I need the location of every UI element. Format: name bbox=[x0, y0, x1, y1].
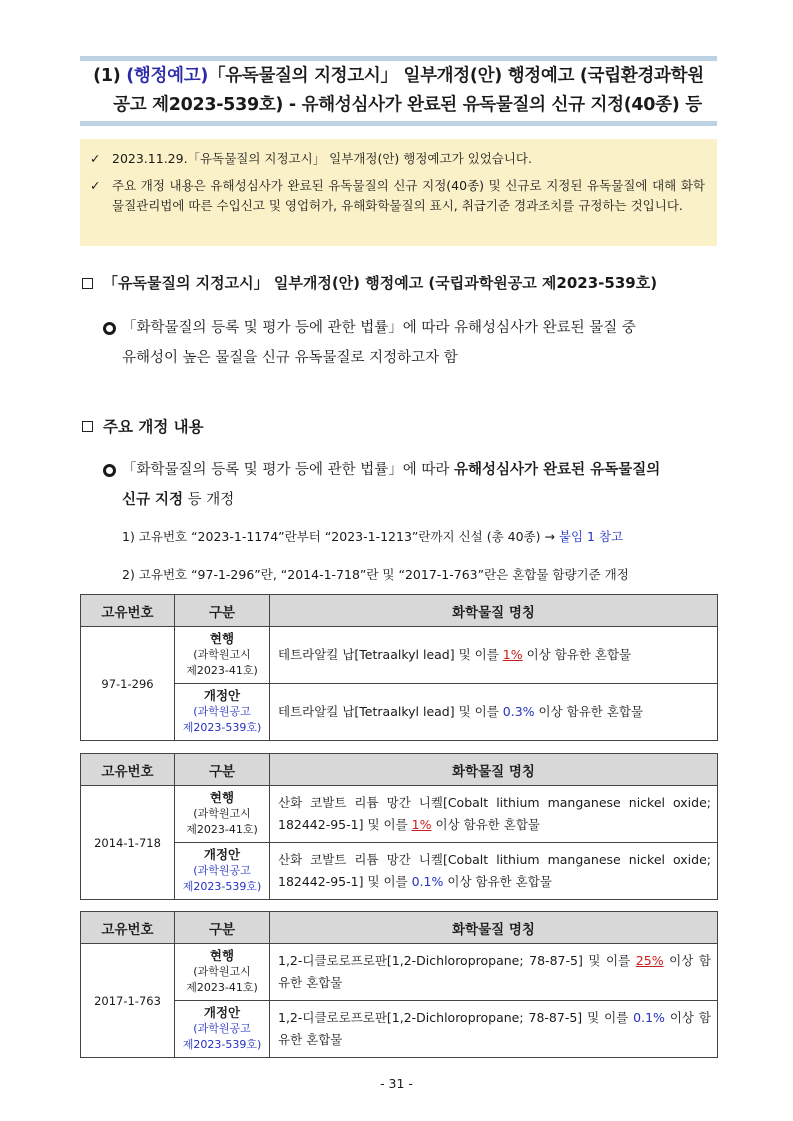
check-icon: ✓ bbox=[90, 178, 101, 193]
table-row bbox=[81, 684, 718, 741]
table-row bbox=[81, 843, 718, 900]
chemical-name-current: 1,2-디클로로프로판[1,2-Dichloropropane; 78-87-5] 및 이를 25% 이상 함유한 혼합물 bbox=[270, 944, 718, 1001]
header-kind: 구분 bbox=[175, 912, 270, 944]
comparison-table bbox=[80, 594, 718, 741]
chemical-name-revised: 산화 코발트 리튬 망간 니켈[Cobalt lithium manganese nickel oxide; 182442-95-1] 및 이를 0.1% 이상 함유한 혼합물 bbox=[270, 843, 718, 900]
square-bullet-icon bbox=[82, 421, 93, 432]
table-row bbox=[81, 627, 718, 684]
square-bullet-icon bbox=[82, 278, 93, 289]
kind-current: 현행 (과학원고시 제2023-41호) bbox=[175, 944, 270, 1001]
header-kind: 구분 bbox=[175, 754, 270, 786]
title-top-rule bbox=[80, 56, 717, 61]
title-number: (1) bbox=[93, 66, 121, 86]
header-name: 화학물질 명칭 bbox=[270, 595, 718, 627]
table-row bbox=[81, 1001, 718, 1058]
comparison-table bbox=[80, 911, 718, 1058]
summary-box bbox=[80, 139, 717, 246]
header-id: 고유번호 bbox=[81, 595, 175, 627]
table-header-row bbox=[81, 912, 718, 944]
revision-item-1: 1) 고유번호 “2023-1-1174”란부터 “2023-1-1213”란까지 신설 (총 40종) → 붙임 1 참고 bbox=[122, 529, 624, 544]
page-title bbox=[80, 62, 717, 120]
chemical-id: 2014-1-718 bbox=[81, 786, 175, 900]
attachment-reference: 붙임 1 참고 bbox=[558, 529, 624, 544]
section2-paragraph: 「화학물질의 등록 및 평가 등에 관한 법률」에 따라 유해성심사가 완료된 유독물질의 신규 지정 등 개정 bbox=[122, 462, 661, 508]
header-name: 화학물질 명칭 bbox=[270, 754, 718, 786]
section2-heading: 주요 개정 내용 bbox=[103, 418, 204, 436]
chemical-name-current: 산화 코발트 리튬 망간 니켈[Cobalt lithium manganese nickel oxide; 182442-95-1] 및 이를 1% 이상 함유한 혼합물 bbox=[270, 786, 718, 843]
kind-current: 현행 (과학원고시 제2023-41호) bbox=[175, 627, 270, 684]
chemical-name-current: 테트라알킬 납[Tetraalkyl lead] 및 이를 1% 이상 함유한 혼합물 bbox=[270, 627, 718, 684]
chemical-id: 2017-1-763 bbox=[81, 944, 175, 1058]
revision-item-2: 2) 고유번호 “97-1-296”란, “2014-1-718”란 및 “2017-1-763”란은 혼합물 함량기준 개정 bbox=[122, 567, 629, 582]
kind-current: 현행 (과학원고시 제2023-41호) bbox=[175, 786, 270, 843]
title-accent: (행정예고) bbox=[126, 66, 209, 86]
title-line-1 bbox=[80, 62, 717, 91]
summary-item: ✓ 주요 개정 내용은 유해성심사가 완료된 유독물질의 신규 지정(40종) 및 신규로 지정된 유독물질에 대해 화학물질관리법에 따른 수입신고 및 영업허가, 유해화학물질의 표시, 취급기준 경과조치를 규정하는 것입니다. bbox=[90, 178, 705, 213]
chemical-name-revised: 테트라알킬 납[Tetraalkyl lead] 및 이를 0.3% 이상 함유한 혼합물 bbox=[270, 684, 718, 741]
title-bottom-rule bbox=[80, 121, 717, 126]
table-header-row bbox=[81, 595, 718, 627]
comparison-table bbox=[80, 753, 718, 900]
header-kind: 구분 bbox=[175, 595, 270, 627]
kind-revised: 개정안 (과학원공고 제2023-539호) bbox=[175, 1001, 270, 1058]
table-header-row bbox=[81, 754, 718, 786]
circle-bullet-icon bbox=[103, 322, 116, 335]
header-id: 고유번호 bbox=[81, 754, 175, 786]
circle-bullet-icon bbox=[103, 464, 116, 477]
summary-item: ✓ 2023.11.29.「유독물질의 지정고시」 일부개정(안) 행정예고가 있었습니다. bbox=[90, 149, 705, 169]
title-line-2: 공고 제2023-539호) - 유해성심사가 완료된 유독물질의 신규 지정(40종) 등 bbox=[113, 95, 702, 115]
header-id: 고유번호 bbox=[81, 912, 175, 944]
table-row bbox=[81, 944, 718, 1001]
kind-revised: 개정안 (과학원공고 제2023-539호) bbox=[175, 684, 270, 741]
section1-heading: 「유독물질의 지정고시」 일부개정(안) 행정예고 (국립과학원공고 제2023-539호) bbox=[103, 274, 658, 292]
kind-revised: 개정안 (과학원공고 제2023-539호) bbox=[175, 843, 270, 900]
check-icon: ✓ bbox=[90, 151, 101, 166]
header-name: 화학물질 명칭 bbox=[270, 912, 718, 944]
chemical-name-revised: 1,2-디클로로프로판[1,2-Dichloropropane; 78-87-5] 및 이를 0.1% 이상 함유한 혼합물 bbox=[270, 1001, 718, 1058]
section1-paragraph: 「화학물질의 등록 및 평가 등에 관한 법률」에 따라 유해성심사가 완료된 물질 중 유해성이 높은 물질을 신규 유독물질로 지정하고자 함 bbox=[122, 320, 636, 366]
page-number: - 31 - bbox=[380, 1076, 413, 1091]
title-line1-rest: 「유독물질의 지정고시」 일부개정(안) 행정예고 (국립환경과학원 bbox=[208, 66, 704, 86]
table-row bbox=[81, 786, 718, 843]
chemical-id: 97-1-296 bbox=[81, 627, 175, 741]
